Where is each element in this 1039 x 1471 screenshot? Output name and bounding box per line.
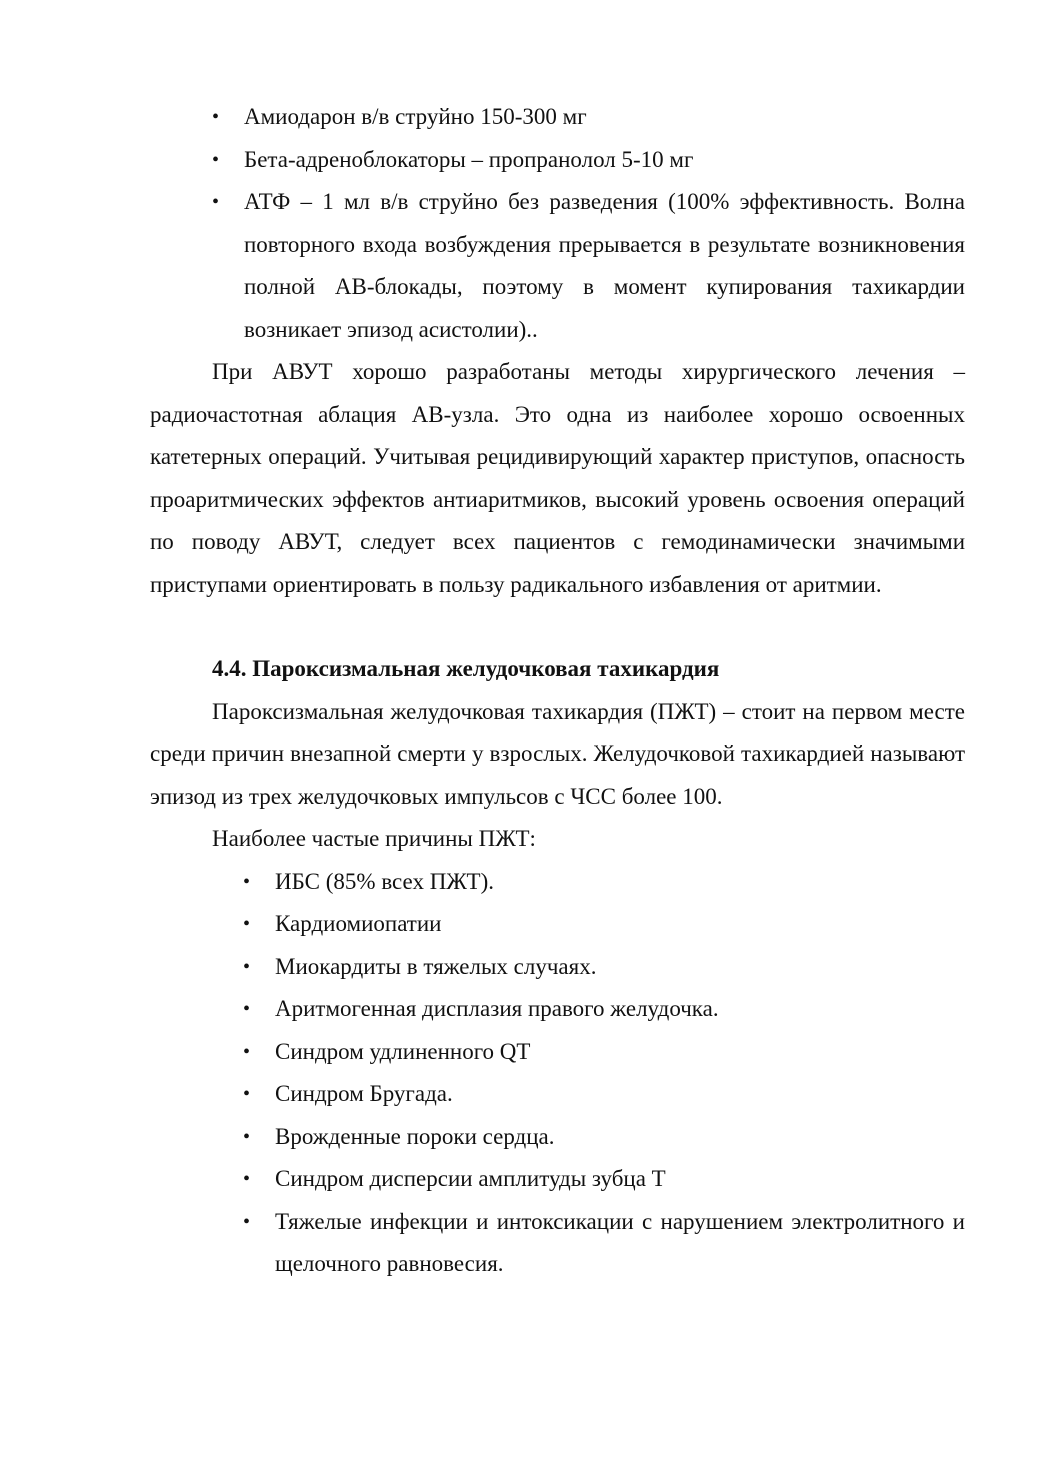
- bullet-icon: •: [243, 1083, 251, 1105]
- bullet-icon: •: [243, 870, 251, 893]
- bullet-icon: •: [212, 191, 220, 213]
- section-title: 4.4. Пароксизмальная желудочковая тахикардия: [212, 656, 720, 681]
- list-item: [212, 139, 965, 182]
- bullet-icon: •: [212, 148, 220, 171]
- list-item: [243, 946, 965, 989]
- list-item-text: Тяжелые инфекции и интоксикации с нарушением электролитного и щелочного равновесия.: [275, 1208, 965, 1276]
- list-item-text: Кардиомиопатии: [275, 911, 442, 936]
- section-paragraph: Пароксизмальная желудочковая тахикардия (ПЖТ) – стоит на первом месте среди причин внезапной смерти у взрослых. Желудочковой тахикардией называют эпизод из трех желудочковых импульсов с ЧСС более 100.: [150, 698, 965, 809]
- list-item-text: Синдром дисперсии амплитуды зубца Т: [275, 1166, 666, 1191]
- bullet-icon: •: [243, 1125, 251, 1148]
- list-item: [243, 1116, 965, 1159]
- bullet-icon: •: [243, 1210, 251, 1233]
- list-item-text: ИБС (85% всех ПЖТ).: [275, 868, 494, 894]
- bullet-icon: •: [212, 106, 220, 128]
- list-item: [243, 988, 965, 1031]
- list-item: [243, 1073, 965, 1116]
- treatment-list: [150, 96, 965, 351]
- causes-list: [150, 861, 965, 1286]
- list-item-text: Миокардиты в тяжелых случаях.: [275, 953, 597, 979]
- list-item-text: Синдром удлиненного QT: [275, 1038, 531, 1064]
- bullet-icon: •: [243, 1168, 251, 1190]
- ablation-paragraph: При АВУТ хорошо разработаны методы хирургического лечения – радиочастотная аблация АВ-узла. Это одна из наиболее хорошо освоенных катетерных операций. Учитывая рецидивирующий характер приступов, опасность проаритмических эффектов антиаритмиков, высокий уровень освоения операций по поводу АВУТ, следует всех пациентов с гемодинамически значимыми приступами ориентировать в пользу радикального избавления от аритмии.: [150, 359, 965, 597]
- list-item-text: Синдром Бругада.: [275, 1081, 453, 1106]
- list-item: [243, 1201, 965, 1286]
- list-item-text: Бета-адреноблокаторы – пропранолол 5-10 мг: [244, 146, 694, 172]
- bullet-icon: •: [243, 955, 251, 978]
- bullet-icon: •: [243, 913, 251, 935]
- list-item-text: Врожденные пороки сердца.: [275, 1123, 555, 1149]
- list-item-text: Аритмогенная дисплазия правого желудочка.: [275, 996, 719, 1021]
- bullet-icon: •: [243, 998, 251, 1020]
- list-item-text: АТФ – 1 мл в/в струйно без разведения (100% эффективность. Волна повторного входа возбуждения прерывается в результате возникновения полной АВ-блокады, поэтому в момент купирования тахикардии возникает эпизод асистолии)..: [244, 189, 965, 342]
- list-item: [243, 903, 965, 946]
- list-item: [243, 861, 965, 904]
- list-item-text: Амиодарон в/в струйно 150-300 мг: [244, 104, 587, 129]
- list-item: [243, 1031, 965, 1074]
- list-item: [212, 96, 965, 139]
- paragraph-spacer: [150, 606, 965, 648]
- list-item: [212, 181, 965, 351]
- list-item: [243, 1158, 965, 1201]
- page-content: [150, 96, 965, 1286]
- causes-intro: Наиболее частые причины ПЖТ:: [212, 826, 536, 851]
- bullet-icon: •: [243, 1040, 251, 1063]
